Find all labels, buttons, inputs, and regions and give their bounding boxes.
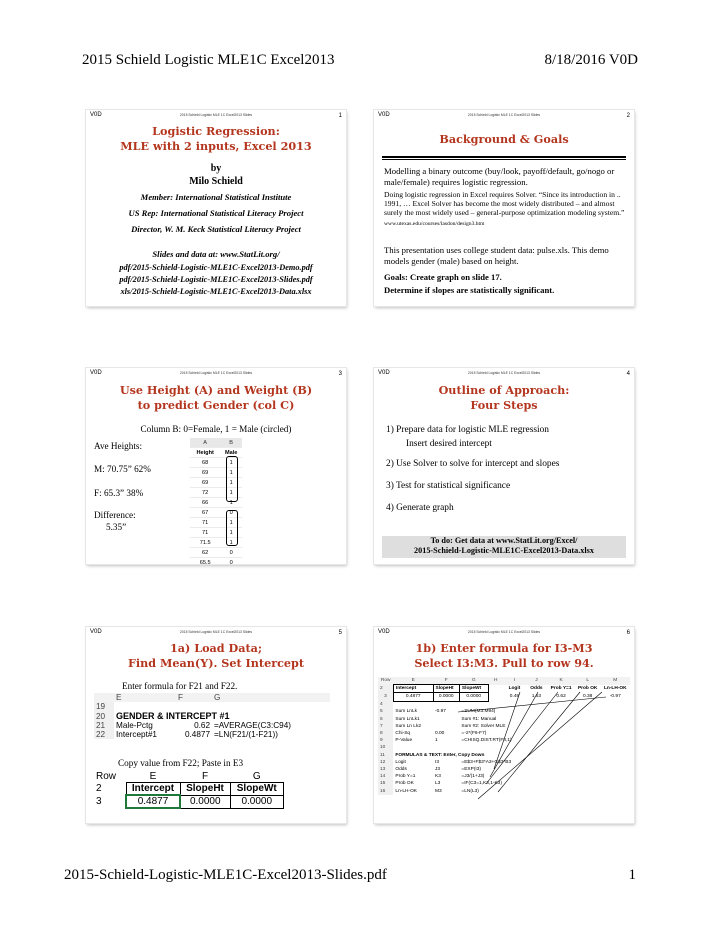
slide-number: 4 (626, 371, 630, 377)
slope-ht-header: SlopeHt (180, 783, 230, 796)
sheet-cell[interactable]: 0.0000 (433, 693, 459, 701)
excel-row (378, 685, 630, 693)
slide-5 (86, 627, 346, 823)
sheet-cell[interactable]: =E$3+F$3*A3+G$3*B3 (461, 759, 512, 765)
sheet-cell[interactable]: Sum LnLk (395, 709, 418, 715)
page-footer (0, 867, 720, 887)
slide-2 (374, 110, 634, 306)
sheet-cell[interactable]: Sum LnLk1 (395, 716, 420, 722)
height-cell: 69 (190, 468, 220, 478)
sheet-cell[interactable]: Logit (395, 759, 406, 765)
sheet-cell[interactable] (488, 744, 503, 751)
slide-file: 2015 Schield Logistic MLE 1C Excel2013 Slides (179, 630, 253, 634)
slide-header (378, 629, 630, 639)
slide-title-line1: 1a) Load Data; (169, 641, 262, 655)
sheet-cell[interactable] (601, 744, 630, 751)
sheet-cell[interactable]: 0.62 (556, 694, 566, 700)
row-number: 8 (378, 730, 393, 737)
sheet-cell[interactable] (547, 788, 574, 795)
col-header: F (201, 771, 209, 782)
author-role-2: US Rep: International Statistical Literacy Project (128, 208, 304, 218)
excel-row (94, 711, 330, 721)
sheet-cell[interactable]: =LN(L3) (461, 788, 479, 794)
height-cell: 67 (190, 508, 220, 518)
col-label: Male (220, 448, 242, 458)
sheet-cell[interactable] (547, 744, 574, 751)
sheet-cell[interactable]: 1 (435, 738, 438, 744)
sheet-cell[interactable]: K3 (435, 774, 441, 780)
slide-title-line1: 1b) Enter formula for I3-M3 (415, 641, 593, 655)
sheet-cell[interactable]: Prob Y=1 (550, 686, 572, 692)
step-1: 1) Prepare data for logistic MLE regression (386, 425, 549, 435)
slide-title-line2: MLE with 2 inputs, Excel 2013 (120, 139, 312, 153)
row-number: 15 (378, 780, 393, 787)
sheet-cell[interactable]: Intercept (393, 685, 433, 693)
sheet-cell[interactable] (488, 685, 503, 693)
difference-value: 5.35” (106, 522, 127, 532)
slide-header (90, 629, 342, 639)
row-number: 13 (378, 766, 393, 773)
sheet-cell[interactable]: SlopeWt (459, 685, 488, 693)
excel-row (94, 795, 284, 808)
row-number: 2 (378, 685, 393, 693)
height-cell: 62 (190, 548, 220, 558)
male-cell: 1 (220, 458, 242, 468)
col-header: K (547, 677, 574, 685)
file-link-demo[interactable]: pdf/2015-Schield-Logistic-MLE1C-Excel2013-Demo.pdf (119, 263, 313, 272)
slide-4 (374, 368, 634, 564)
slide-title (374, 641, 634, 671)
sheet-cell[interactable]: =IF(C3=1,K3,1-K3) (461, 781, 502, 787)
sheet-cell[interactable]: 0.0000 (459, 693, 488, 701)
slide-title-line1: Logistic Regression: (152, 124, 280, 138)
col-header: G (459, 677, 488, 685)
author-role-3: Director, W. M. Keck Statistical Literacy Project (131, 224, 301, 234)
page-header-title: 2015 Schield Logistic MLE1C Excel2013 (82, 52, 335, 68)
sheet-cell[interactable]: P-Value (395, 738, 413, 744)
excel-row (378, 759, 630, 766)
slide-number: 2 (626, 113, 630, 119)
row-number: 2 (96, 783, 102, 795)
slide-title: Background & Goals (439, 132, 569, 146)
sheet-cell[interactable]: 0.38 (583, 694, 593, 700)
male-circle (226, 456, 238, 502)
sheet-cell[interactable]: -0.97 (609, 694, 621, 700)
slide-3 (86, 368, 346, 564)
height-cell: 65.5 (190, 558, 220, 565)
sheet-cell[interactable] (433, 744, 459, 751)
col-header: F (176, 693, 212, 702)
footer-filename: 2015-Schield-Logistic-MLE1C-Excel2013-Slides.pdf (64, 867, 387, 883)
page-header (0, 52, 720, 72)
slide-title-line1: Outline of Approach: (438, 383, 570, 397)
goal-1: Goals: Create graph on slide 17. (384, 272, 502, 282)
sheet-cell[interactable]: =J3/(1+J3) (461, 774, 485, 780)
slide-version: V0D (378, 629, 390, 635)
slide-1 (86, 110, 346, 306)
sheet-cell[interactable]: 0.4877 (393, 693, 433, 701)
col-header: J (525, 677, 547, 685)
sheet-cell[interactable]: FORMULAS & TEXT: Enter, Copy Down (395, 752, 485, 758)
male-cell: 1 (220, 538, 242, 548)
sheet-cell[interactable] (488, 788, 503, 795)
male-cell: 1 (220, 488, 242, 498)
slide-6 (374, 627, 634, 823)
sheet-cell[interactable]: Sum Ln Lk2 (395, 723, 422, 729)
female-average: F: 65.3” 38% (94, 488, 144, 498)
excel-row (378, 701, 630, 708)
male-cell: 0 (220, 558, 242, 565)
sheet-cell[interactable]: Logit (508, 686, 521, 692)
slope-wt-header: SlopeWt (230, 783, 284, 796)
slide-header (378, 370, 630, 380)
row-number: 20 (94, 711, 114, 721)
sheet-cell[interactable] (525, 788, 547, 795)
todo-box (382, 536, 626, 558)
sheet-cell[interactable]: =CHISQ.DIST.RT(F8,1) (461, 738, 512, 744)
sheet-cell[interactable]: Sum #1: Manual (461, 716, 497, 722)
col-letter: B (220, 438, 242, 448)
slide-title (86, 641, 346, 671)
sheet-cell[interactable] (488, 701, 503, 708)
quote-source: www.utexas.edu/courses/lasdon/design3.htm (384, 220, 485, 227)
sheet-cell[interactable]: Ln-LH-OK (603, 686, 627, 692)
title-rule (382, 156, 626, 158)
sheet-cell[interactable]: Chi-Sq (395, 730, 411, 736)
slide-version: V0D (90, 370, 102, 376)
slope-wt-cell[interactable]: 0.0000 (230, 795, 284, 808)
slide-version: V0D (378, 112, 390, 118)
sheet-cell[interactable]: Prob OK (577, 686, 598, 692)
row-number: 7 (378, 723, 393, 730)
sheet-cell[interactable] (547, 701, 574, 708)
slide-file: 2015 Schield Logistic MLE 1C Excel2013 Slides (179, 371, 253, 375)
cell-label: Intercept#1 (116, 730, 157, 739)
col-header: G (252, 771, 261, 782)
excel-range-coefficients (94, 771, 284, 809)
height-cell: 71 (190, 518, 220, 528)
paragraph-1: Modelling a binary outcome (buy/look, payoff/default, go/nogo or male/female) requires logistic regression. (384, 166, 615, 187)
row-number: 3 (96, 796, 102, 807)
row-number: 14 (378, 773, 393, 780)
formula-text: =LN(F21/(1-F21)) (214, 730, 278, 739)
solver-quote: Doing logistic regression in Excel requires Solver. “Since its introduction in .. 1991, … Excel Solver has become the most widely distributed – and almost surely the most widely used – general-purpose optimization modeling system.” (384, 190, 625, 218)
sheet-cell[interactable]: Odds (395, 766, 407, 772)
slide-title-line2: Find Mean(Y). Set Intercept (127, 656, 305, 670)
sheet-cell[interactable]: =SUM(M3:M94) (461, 709, 496, 715)
row-number: 11 (378, 752, 393, 759)
sheet-cell[interactable]: Sum #2: Solver MLE (461, 723, 506, 729)
slide-file: 2015 Schield Logistic MLE 1C Excel2013 Slides (467, 630, 541, 634)
sheet-cell[interactable]: -0.97 (435, 709, 446, 715)
sheet-cell[interactable] (503, 701, 525, 708)
slide-title-line2: Four Steps (470, 398, 538, 412)
row-number: 10 (378, 744, 393, 751)
excel-row (378, 766, 630, 773)
excel-row (378, 773, 630, 780)
paragraph-3: This presentation uses college student data: pulse.xls. This demo models gender (male) based on height. (384, 245, 609, 266)
sheet-cell[interactable] (547, 766, 574, 773)
row-number: 3 (378, 693, 393, 701)
sheet-cell[interactable] (503, 766, 525, 773)
slide-number: 3 (338, 371, 342, 377)
slide-title-line2: to predict Gender (col C) (137, 398, 295, 412)
excel-row (94, 730, 330, 739)
col-letter: A (190, 438, 220, 448)
step-2: 2) Use Solver to solve for intercept and slopes (386, 459, 560, 469)
excel-range-gender-intercept (94, 693, 330, 739)
author-role-1: Member: International Statistical Institute (140, 192, 292, 202)
sheet-cell[interactable]: J3 (435, 766, 441, 772)
col-header: F (433, 677, 459, 685)
difference-label: Difference: (94, 510, 136, 520)
sheet-cell[interactable] (393, 701, 433, 708)
row-number: 9 (378, 737, 393, 744)
sheet-cell[interactable] (601, 701, 630, 708)
sheet-cell[interactable]: =-2*(F6-F7) (461, 730, 487, 736)
step-1-detail: Insert desired intercept (406, 439, 492, 449)
slide-file: 2015 Schield Logistic MLE 1C Excel2013 Slides (467, 113, 541, 117)
row-number: 16 (378, 788, 393, 795)
table-row (190, 548, 242, 558)
height-cell: 71.5 (190, 538, 220, 548)
col-header: L (575, 677, 601, 685)
sheet-cell[interactable]: Odds (530, 686, 543, 692)
todo-line-2[interactable]: 2015-Schield-Logistic-MLE1C-Excel2013-Data.xlsx (414, 546, 594, 555)
male-cell: 0 (220, 508, 242, 518)
row-number: 19 (94, 702, 114, 711)
col-header: Row (378, 677, 393, 685)
todo-line-1[interactable]: To do: Get data at www.StatLit.org/Excel/ (430, 536, 578, 545)
sheet-cell[interactable]: Ln-LH-OK (395, 788, 417, 794)
col-header: E (114, 693, 176, 702)
excel-row (378, 708, 630, 715)
col-header: E (393, 677, 433, 685)
slide-title (374, 383, 634, 413)
sheet-cell[interactable]: SlopeHt (433, 685, 459, 693)
col-header: Row (96, 771, 117, 783)
row-number: 12 (378, 759, 393, 766)
slide-version: V0D (90, 112, 102, 118)
author-name: Milo Schield (189, 176, 243, 187)
paragraph-2 (384, 190, 628, 229)
col-header: H (488, 677, 503, 685)
sheet-cell[interactable] (525, 766, 547, 773)
slide-number: 1 (338, 113, 342, 119)
height-cell: 72 (190, 488, 220, 498)
file-link-slides[interactable]: pdf/2015-Schield-Logistic-MLE1C-Excel2013-Slides.pdf (119, 275, 313, 284)
sheet-cell[interactable]: Prob Y=1 (395, 774, 416, 780)
excel-row (378, 744, 630, 751)
male-cell: 1 (220, 498, 242, 508)
sheet-cell[interactable] (488, 693, 503, 701)
file-link-data[interactable]: xls/2015-Schield-Logistic-MLE1C-Excel2013-Data.xlsx (120, 287, 312, 296)
slide-version: V0D (90, 629, 102, 635)
excel-row (378, 737, 630, 744)
col-header: G (212, 693, 330, 702)
excel-row (378, 723, 630, 730)
height-cell: 71 (190, 528, 220, 538)
slide-number: 6 (626, 630, 630, 636)
step-4: 4) Generate graph (386, 503, 454, 513)
excel-column-headers (94, 771, 284, 783)
sheet-cell[interactable] (575, 788, 601, 795)
footer-page-number: 1 (628, 867, 636, 883)
slide-file: 2015 Schield Logistic MLE 1C Excel2013 Slides (179, 113, 253, 117)
sheet-cell[interactable] (601, 766, 630, 773)
sheet-cell[interactable]: I3 (435, 759, 440, 765)
column-letters (190, 438, 242, 448)
row-number: 21 (94, 721, 114, 730)
row-number: 5 (378, 708, 393, 715)
formula-text: =AVERAGE(C3:C94) (214, 721, 291, 730)
sheet-cell[interactable] (488, 766, 503, 773)
subtitle: Column B: 0=Female, 1 = Male (circled) (140, 424, 292, 434)
slide-title (86, 124, 346, 154)
slide-number: 5 (338, 630, 342, 636)
male-average: M: 70.75” 62% (94, 464, 151, 474)
slide-header (378, 112, 630, 122)
height-cell: 68 (190, 458, 220, 468)
intercept-value[interactable]: 0.4877 (184, 730, 210, 739)
col-header: E (149, 771, 157, 782)
row-number: 4 (378, 701, 393, 708)
male-cell: 1 (220, 528, 242, 538)
excel-row (378, 752, 630, 759)
excel-row (378, 716, 630, 723)
height-cell: 66 (190, 498, 220, 508)
section-heading: GENDER & INTERCEPT #1 (116, 711, 230, 721)
slide-title-line1: Use Height (A) and Weight (B) (119, 383, 313, 397)
male-cell: 1 (220, 478, 242, 488)
sheet-cell[interactable] (601, 788, 630, 795)
col-header: M (601, 677, 630, 685)
sheet-cell[interactable]: =EXP(I3) (461, 766, 482, 772)
slides-link[interactable]: Slides and data at: www.StatLit.org/ (152, 249, 280, 259)
sheet-cell[interactable] (503, 744, 525, 751)
male-cell: 1 (220, 518, 242, 528)
sheet-cell[interactable] (525, 744, 547, 751)
sheet-cell[interactable] (433, 701, 459, 708)
slide-title (86, 383, 346, 413)
col-header: I (503, 677, 525, 685)
excel-row (378, 780, 630, 787)
row-number: 22 (94, 730, 114, 739)
excel-formula-sheet (378, 677, 630, 795)
excel-row (94, 721, 330, 730)
sheet-cell[interactable]: 0.00 (435, 730, 445, 736)
male-circle (226, 510, 238, 546)
sheet-cell[interactable]: L3 (435, 781, 441, 787)
slide-file: 2015 Schield Logistic MLE 1C Excel2013 Slides (467, 371, 541, 375)
excel-row (378, 730, 630, 737)
cell-label: Male-Pctg (116, 721, 153, 730)
byline: by (210, 163, 222, 174)
sheet-cell[interactable] (575, 766, 601, 773)
col-header (94, 693, 114, 702)
slide-title-line2: Select I3:M3. Pull to row 94. (414, 656, 594, 670)
ave-heights-label: Ave Heights: (94, 441, 143, 451)
sheet-cell[interactable] (459, 744, 488, 751)
excel-row (378, 788, 630, 795)
excel-column-headers (378, 677, 630, 685)
sheet-cell[interactable]: M3 (435, 788, 442, 794)
sheet-cell[interactable] (459, 701, 488, 708)
sheet-cell[interactable] (575, 701, 601, 708)
excel-row (378, 693, 630, 701)
excel-column-headers (94, 693, 330, 702)
sheet-cell[interactable]: 1.63 (531, 694, 542, 700)
sheet-cell[interactable] (393, 744, 433, 751)
instruction-2: Copy value from F22; Paste in E3 (118, 758, 244, 768)
male-cell: 0 (220, 548, 242, 558)
goal-2: Determine if slopes are statistically significant. (384, 285, 555, 295)
sheet-cell[interactable] (503, 788, 525, 795)
slide-header (90, 370, 342, 380)
intercept-cell[interactable]: 0.4877 (126, 795, 180, 808)
page-header-date: 8/18/2016 V0D (544, 52, 638, 68)
intercept-header: Intercept (126, 783, 180, 796)
step-3: 3) Test for statistical significance (386, 481, 511, 491)
male-pctg-value[interactable]: 0.62 (194, 721, 210, 730)
sheet-cell[interactable] (575, 744, 601, 751)
excel-row (94, 702, 330, 711)
height-cell: 69 (190, 478, 220, 488)
slide-version: V0D (378, 370, 390, 376)
male-cell: 1 (220, 468, 242, 478)
instruction-1: Enter formula for F21 and F22. (122, 681, 238, 691)
sheet-cell[interactable]: 0.49 (509, 694, 520, 700)
sheet-cell[interactable] (525, 701, 547, 708)
row-number: 6 (378, 716, 393, 723)
excel-row (94, 783, 284, 796)
slope-ht-cell[interactable]: 0.0000 (180, 795, 230, 808)
sheet-cell[interactable]: Prob OK (395, 781, 414, 787)
col-label: Height (190, 448, 220, 458)
slide-header (90, 112, 342, 122)
table-row (190, 558, 242, 565)
